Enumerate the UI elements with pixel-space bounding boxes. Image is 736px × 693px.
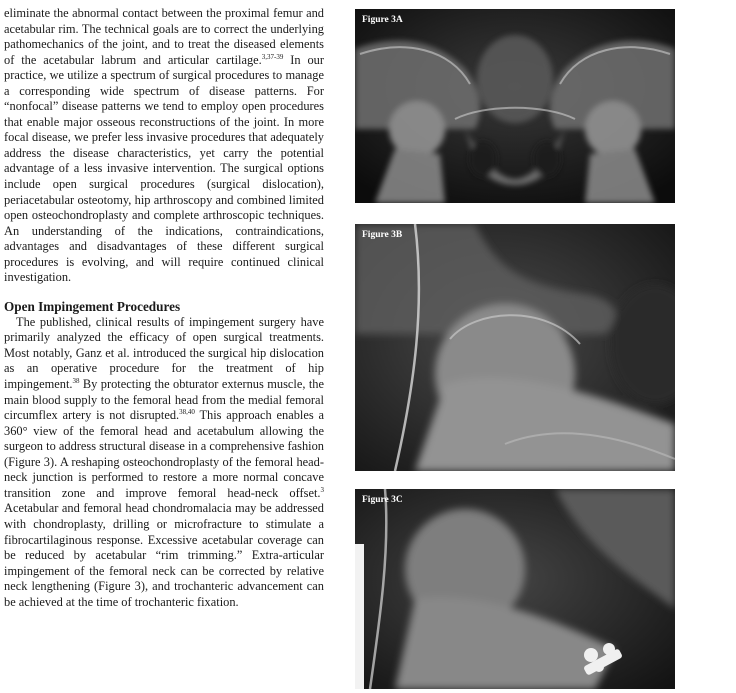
figure-3c-radiograph (355, 489, 675, 689)
hardware-plate (355, 544, 364, 689)
figure-3a-label: Figure 3A (362, 15, 403, 25)
citation-superscript: 38,40 (179, 408, 195, 416)
body-text-column (4, 6, 324, 610)
figure-3a-radiograph (355, 9, 675, 203)
pelvis-xray-image (355, 9, 675, 203)
hip-postop-xray-image (355, 489, 675, 689)
figure-3c-label: Figure 3C (362, 495, 403, 505)
hip-lateral-xray-image (355, 224, 675, 471)
citation-superscript: 3 (320, 485, 324, 494)
paragraph-open-procedures: The published, clinical results of impingement surgery have primarily analyzed the efficacy of open surgical treatments. Most notably, Ganz et al. introduced the surgical hip dislocation as an operative procedure for the treatment of hip impingement.$^{38}$ By protecting the obturator externus muscle, the main blood supply to the femoral head from the medial femoral circumflex artery is not disrupted.$^{38,40}$ This approach enables a 360° view of the femoral head and acetabulum allowing the surgeon to address structural disease in a comprehensive fashion (Figure 3). A reshaping osteochondroplasty of the femoral head-neck junction is performed to restore a more normal concave transition zone and improve femoral head-neck offset.$^3$ Acetabular and femoral head chondromalacia may be addressed with chondroplasty, drilling or microfracture to stimulate a fibrocartilaginous response. Excessive acetabular coverage can be reduced by acetabular “rim trimming.” Extra-articular impingement of the femoral neck can be corrected by relative neck lengthening (Figure 3), and trochanteric advancement can be achieved at the time of trochanteric fixation. (4, 314, 324, 609)
figure-3b-label: Figure 3B (362, 230, 403, 240)
citation-superscript: 38 (72, 376, 80, 385)
paragraph-surgical-goals: eliminate the abnormal contact between the proximal femur and acetabular rim. The technical goals are to correct the underlying pathomechanics of the joint, and to treat the diseased elements of the acetabular labrum and articular cartilage.$^{3,37-39}$ In our practice, we utilize a spectrum of surgical procedures to manage a corresponding wide spectrum of disease patterns. For “nonfocal” disease patterns we tend to employ open procedures that enable major osseous reconstructions of the joint. In more focal disease, we prefer less invasive procedures that adequately address the disease characteristics, yet carry the potential advantage of a less invasive intervention. The surgical options include open surgical procedures (surgical dislocation), periacetabular osteotomy, hip arthroscopy and combined limited open osteochondroplasty and complete arthroscopic techniques. An understanding of the indications, contraindications, advantages and disadvantages of these different surgical procedures is evolving, and will require continued clinical investigation. (4, 6, 324, 285)
citation-superscript: 3,37-39 (261, 52, 284, 61)
figure-3b-radiograph (355, 224, 675, 471)
section-heading: Open Impingement Procedures (4, 298, 181, 314)
